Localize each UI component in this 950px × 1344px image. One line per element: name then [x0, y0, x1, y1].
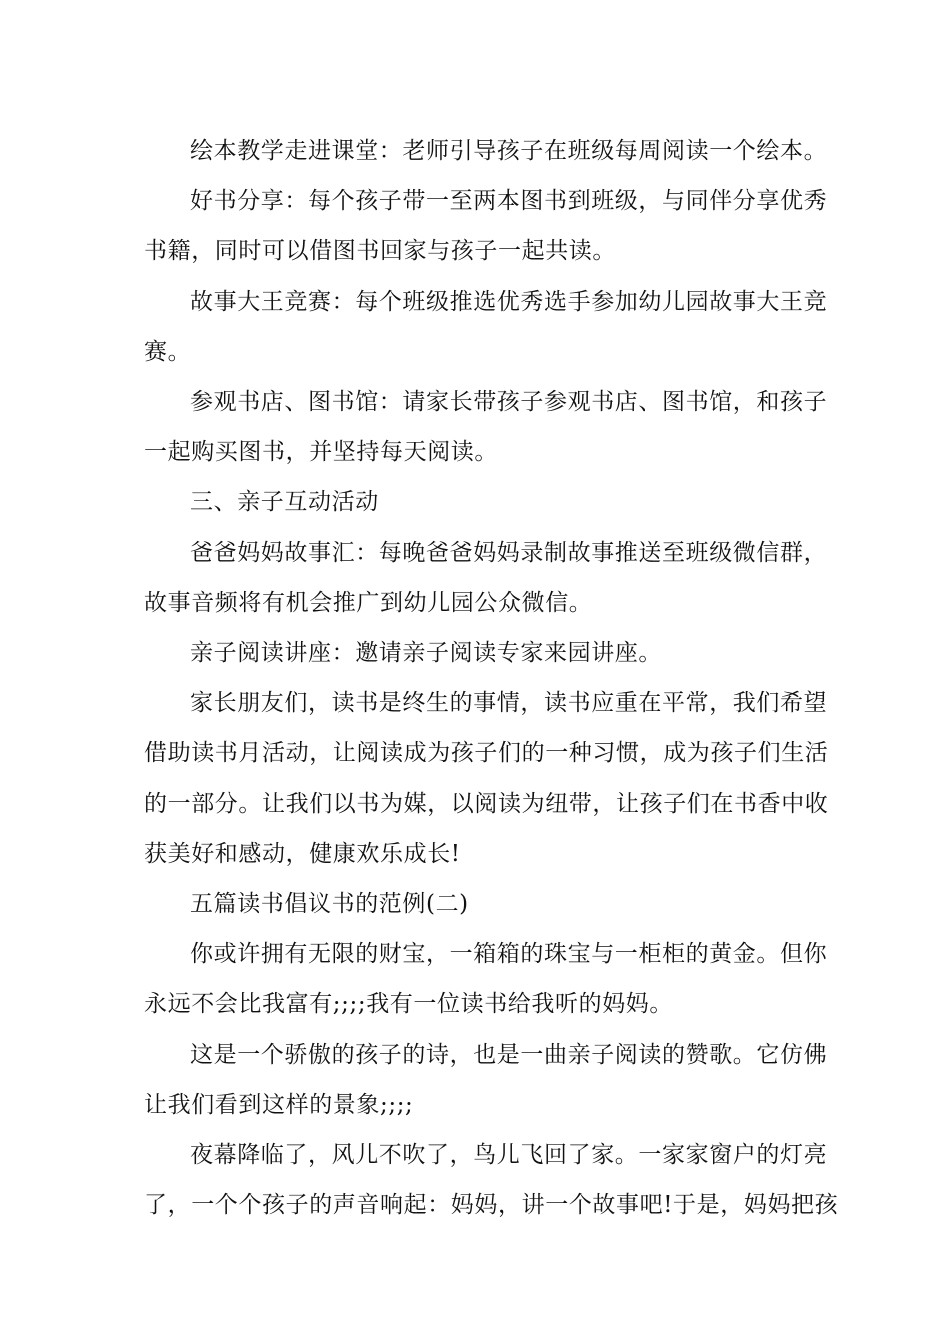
document-body — [144, 126, 839, 1230]
text-line: 故事音频将有机会推广到幼儿园公众微信。 — [144, 589, 593, 616]
paragraph-story-contest — [144, 277, 828, 377]
text-line: 赛。 — [144, 338, 192, 365]
text-line: 借助读书月活动，让阅读成为孩子们的一种习惯，成为孩子们生活 — [144, 740, 829, 767]
text-line: 让我们看到这样的景象;;;; — [144, 1091, 414, 1118]
paragraph-night-scene — [144, 1130, 839, 1230]
paragraph-visit-bookstore — [144, 377, 828, 477]
paragraph-book-sharing — [144, 176, 828, 276]
text-line: 亲子阅读讲座：邀请亲子阅读专家来园讲座。 — [190, 640, 662, 667]
text-line: 五篇读书倡议书的范例(二) — [190, 891, 469, 918]
text-line: 获美好和感动，健康欢乐成长! — [144, 840, 461, 867]
text-line: 了，一个个孩子的声音响起：妈妈，讲一个故事吧!于是，妈妈把孩 — [144, 1192, 839, 1219]
section-heading-example-two — [144, 879, 808, 929]
text-line: 书籍，同时可以借图书回家与孩子一起共读。 — [144, 238, 616, 265]
text-line: 家长朋友们，读书是终生的事情，读书应重在平常，我们希望 — [190, 690, 828, 717]
paragraph-picture-book-teaching — [144, 126, 828, 176]
text-line: 故事大王竞赛：每个班级推选优秀选手参加幼儿园故事大王竞 — [190, 288, 828, 315]
paragraph-parent-story-collection — [144, 528, 828, 628]
text-line: 三、亲子互动活动 — [190, 489, 379, 516]
text-line: 夜幕降临了，风儿不吹了，鸟儿飞回了家。一家家窗户的灯亮 — [190, 1142, 828, 1169]
text-line: 这是一个骄傲的孩子的诗，也是一曲亲子阅读的赞歌。它仿佛 — [190, 1041, 828, 1068]
text-line: 爸爸妈妈故事汇：每晚爸爸妈妈录制故事推送至班级微信群， — [190, 539, 828, 566]
paragraph-reading-lecture — [144, 628, 808, 678]
text-line: 你或许拥有无限的财宝，一箱箱的珠宝与一柜柜的黄金。但你 — [190, 941, 828, 968]
text-line: 永远不会比我富有;;;;我有一位读书给我听的妈妈。 — [144, 991, 673, 1018]
paragraph-closing-appeal — [144, 678, 829, 879]
text-line: 一起购买图书，并坚持每天阅读。 — [144, 439, 498, 466]
section-heading-parent-child-activities — [144, 477, 808, 527]
text-line: 绘本教学走进课堂：老师引导孩子在班级每周阅读一个绘本。 — [190, 138, 828, 164]
paragraph-poem-comment — [144, 1030, 828, 1130]
text-line: 参观书店、图书馆：请家长带孩子参观书店、图书馆，和孩子 — [190, 389, 828, 416]
text-line: 的一部分。让我们以书为媒，以阅读为纽带，让孩子们在书香中收 — [144, 790, 829, 817]
paragraph-poem-quote — [144, 929, 828, 1029]
text-line: 好书分享：每个孩子带一至两本图书到班级，与同伴分享优秀 — [190, 188, 828, 215]
